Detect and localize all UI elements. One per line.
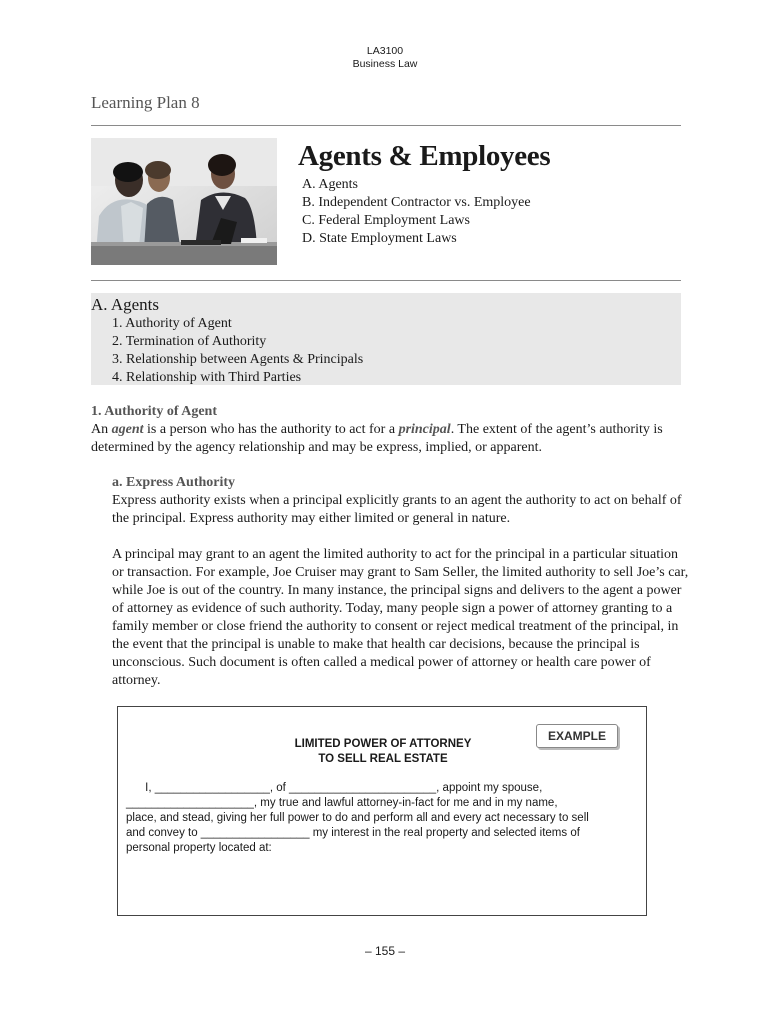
example-box (117, 706, 647, 916)
authority-heading: 1. Authority of Agent (91, 404, 217, 419)
topic-item: C. Federal Employment Laws (302, 213, 470, 228)
section-a-title: A. Agents (91, 295, 159, 314)
poa-line: I, __________________, of _______________________, appoint my spouse, (126, 782, 543, 794)
poa-line: and convey to _________________ my interest in the real property and selected items of (126, 827, 580, 839)
topic-list (302, 176, 531, 248)
topic-item: D. State Employment Laws (302, 231, 457, 246)
business-meeting-photo (91, 138, 277, 265)
section-a-list (112, 315, 363, 387)
page-number: – 155 – (364, 944, 406, 958)
poa-line: personal property located at: (126, 842, 272, 854)
authority-paragraph (91, 421, 686, 457)
poa-title-line: TO SELL REAL ESTATE (318, 753, 448, 765)
course-code: LA3100 (366, 45, 404, 57)
poa-line: ____________________, my true and lawful attorney-in-fact for me and in my name, (126, 797, 558, 809)
section-a-item: 3. Relationship between Agents & Principals (112, 352, 364, 367)
course-header (0, 45, 770, 71)
example-badge: EXAMPLE (536, 724, 618, 748)
authority-text: . The extent of the agent’s authority is determined by the agency relationship and may be express, implied, or apparent. (91, 422, 663, 455)
learning-plan-title: Learning Plan 8 (91, 93, 200, 112)
section-divider (91, 280, 681, 281)
section-a-item: 4. Relationship with Third Parties (112, 370, 302, 385)
poa-title-line: LIMITED POWER OF ATTORNEY (294, 738, 472, 750)
topic-item: B. Independent Contractor vs. Employee (302, 195, 531, 210)
express-authority-heading: a. Express Authority (112, 475, 236, 490)
limited-authority-paragraph: A principal may grant to an agent the limited authority to act for the principal in a particular situation or transaction. For example, Joe Cruiser may grant to Sam Seller, the limited authority to sell Joe’s car, while Joe is out of the country. In many instance, the principal signs and delivers to the agent a power of attorney as evidence of such authority. Today, many people sign a power of attorney granting to a family member or close friend the authority to consent or reject medical treatment of the principal, in the event that the principal is unable to make that health car decisions, because the principal is unconscious. Such document is often called a medical power of attorney or health care power of attorney. (112, 547, 689, 688)
poa-body (126, 781, 641, 856)
section-a-box (91, 293, 681, 385)
course-name: Business Law (352, 58, 418, 70)
term-agent: agent (111, 422, 144, 437)
poa-title (238, 737, 528, 767)
term-principal: principal (398, 422, 451, 437)
topic-item: A. Agents (302, 177, 358, 192)
main-title: Agents & Employees (298, 140, 551, 172)
poa-line: place, and stead, giving her full power to do and perform all and every act necessary to sell (126, 812, 589, 824)
section-a-item: 2. Termination of Authority (112, 334, 267, 349)
express-authority-paragraph: Express authority exists when a principal explicitly grants to an agent the authority to act on behalf of the principal. Express authority may either limited or general in nature. (112, 493, 682, 526)
section-a-item: 1. Authority of Agent (112, 316, 232, 331)
authority-text: An (91, 422, 112, 437)
authority-text: is a person who has the authority to act for a (143, 422, 399, 437)
top-divider (91, 125, 681, 126)
